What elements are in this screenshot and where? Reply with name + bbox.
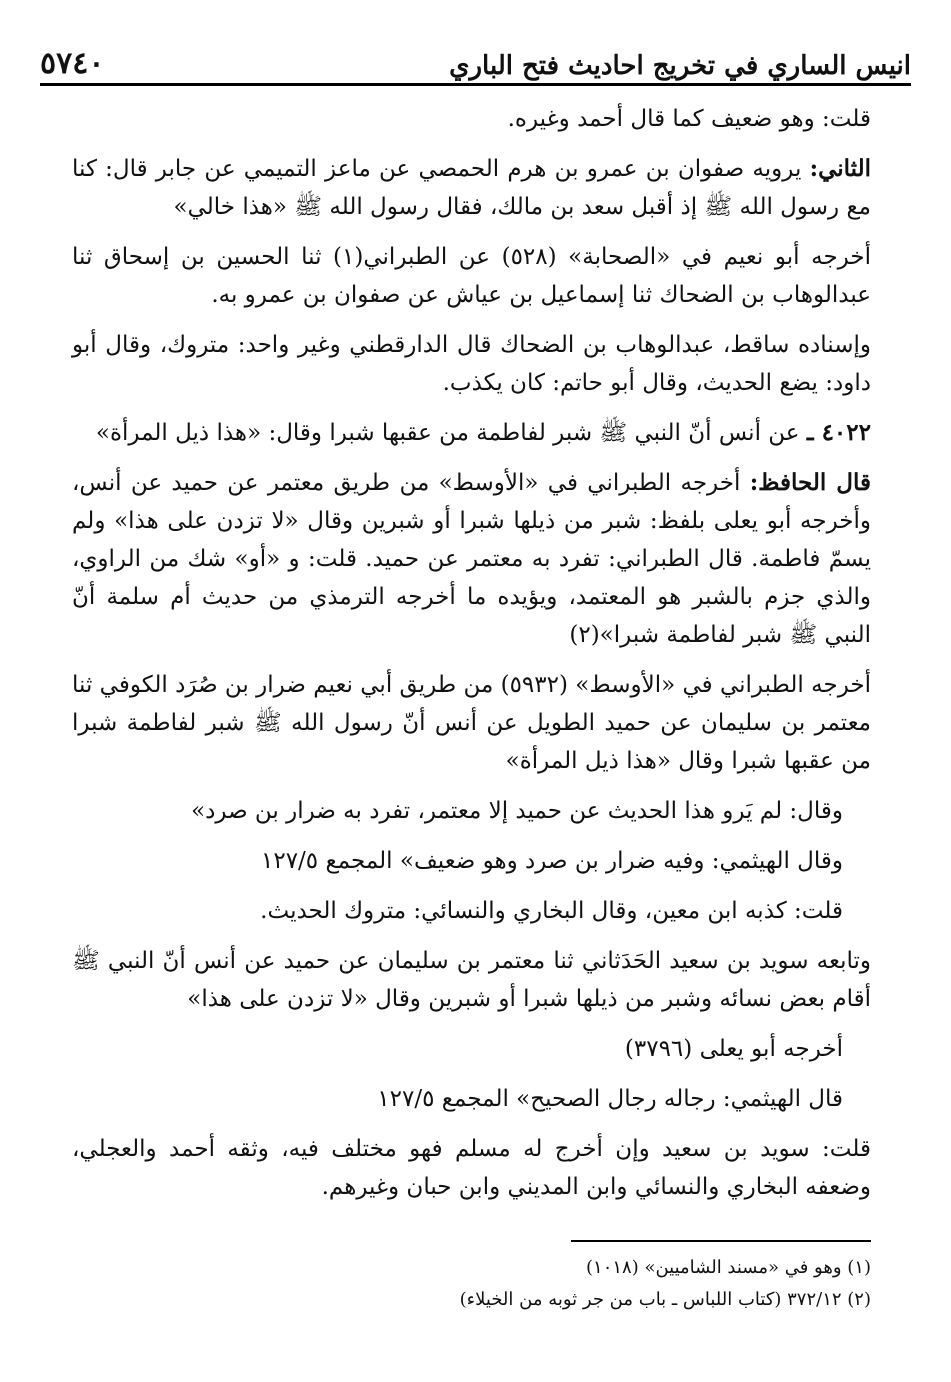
paragraph xyxy=(72,842,871,880)
footnotes xyxy=(40,1252,871,1316)
paragraph xyxy=(72,1130,871,1206)
paragraph-text: وقال الهيثمي: وفيه ضرار بن صرد وهو ضعيف» المجمع ١٢٧/٥ xyxy=(261,848,843,874)
hadith-number: ٤٠٢٢ ـ xyxy=(806,419,871,446)
paragraph-text: قال الهيثمي: رجاله رجال الصحيح» المجمع ١٢٧/٥ xyxy=(377,1086,843,1112)
paragraph-text: يرويه صفوان بن عمرو بن هرم الحمصي عن ماعز التميمي عن جابر قال: كنا مع رسول الله ﷺ إذ أقبل سعد بن مالك، فقال رسول الله ﷺ «هذا خالي» xyxy=(72,156,871,220)
paragraph xyxy=(72,1030,871,1068)
paragraph-text: أخرجه أبو نعيم في «الصحابة» (٥٢٨) عن الطبراني(١) ثنا الحسين بن إسحاق ثنا عبدالوهاب بن الضحاك ثنا إسماعيل بن عياش عن صفوان بن عمرو به. xyxy=(72,244,871,308)
paragraph-text: قلت: كذبه ابن معين، وقال البخاري والنسائي: متروك الحديث. xyxy=(260,898,843,924)
running-title: انيس الساري في تخريج احاديث فتح الباري xyxy=(449,51,911,81)
paragraph-text: وقال: لم يَرو هذا الحديث عن حميد إلا معتمر، تفرد به ضرار بن صرد» xyxy=(191,798,843,824)
paragraph xyxy=(72,1080,871,1118)
footnote-divider xyxy=(571,1240,871,1242)
footnote: (٢) ٣٧٢/١٢ (كتاب اللباس ـ باب من جر ثوبه من الخيلاء) xyxy=(459,1289,871,1310)
paragraph-text: أخرجه أبو يعلى (٣٧٩٦) xyxy=(624,1036,843,1062)
paragraph-lead: قال الحافظ: xyxy=(749,469,871,496)
paragraph-text: وإسناده ساقط، عبدالوهاب بن الضحاك قال الدارقطني وغير واحد: متروك، وقال أبو داود: يضع الحديث، وقال أبو حاتم: كان يكذب. xyxy=(72,332,871,396)
page-number: ٥٧٤٠ xyxy=(40,46,105,81)
paragraph-text: قلت: سويد بن سعيد وإن أخرج له مسلم فهو مختلف فيه، وثقه أحمد والعجلي، وضعفه البخاري والنسائي وابن المديني وابن حبان وغيرهم. xyxy=(72,1136,871,1200)
paragraph xyxy=(72,892,871,930)
paragraph xyxy=(72,326,871,402)
paragraph xyxy=(72,100,871,138)
paragraph xyxy=(72,942,871,1018)
paragraph-text: قلت: وهو ضعيف كما قال أحمد وغيره. xyxy=(507,106,871,132)
paragraph xyxy=(72,666,871,780)
paragraph xyxy=(72,238,871,314)
paragraph-text: وتابعه سويد بن سعيد الحَدَثاني ثنا معتمر بن سليمان عن حميد عن أنس أنّ النبي ﷺ أقام بعض نسائه وشبر من ذيلها شبرا أو شبرين وقال «لا تزدن على هذا» xyxy=(72,948,871,1012)
paragraph xyxy=(72,464,871,654)
paragraph xyxy=(72,150,871,226)
paragraph-lead: الثاني: xyxy=(809,155,871,182)
page-header xyxy=(40,40,911,86)
paragraph-text: أخرجه الطبراني في «الأوسط» من طريق معتمر عن حميد عن أنس، وأخرجه أبو يعلى بلفظ: شبر من ذيلها شبرا أو شبرين وقال «لا تزدن على هذا» ولم يسمّ فاطمة. قال الطبراني: تفرد به معتمر عن حميد. قلت: و «أو» شك من الراوي، والذي جزم بالشبر هو المعتمد، ويؤيده ما أخرجه الترمذي من حديث أم سلمة أنّ النبي ﷺ شبر لفاطمة شبرا»(٢) xyxy=(72,470,871,648)
footnote: (١) وهو في «مسند الشاميين» (١٠١٨) xyxy=(586,1257,871,1278)
hadith-heading xyxy=(72,414,871,452)
paragraph xyxy=(72,792,871,830)
main-text xyxy=(72,100,871,1218)
paragraph-text: عن أنس أنّ النبي ﷺ شبر لفاطمة من عقبها شبرا وقال: «هذا ذيل المرأة» xyxy=(95,420,800,446)
paragraph-text: أخرجه الطبراني في «الأوسط» (٥٩٣٢) من طريق أبي نعيم ضرار بن صُرَد الكوفي ثنا معتمر بن سليمان عن حميد الطويل عن أنس أنّ رسول الله ﷺ شبر لفاطمة شبرا من عقبها شبرا وقال «هذا ذيل المرأة» xyxy=(72,672,871,774)
